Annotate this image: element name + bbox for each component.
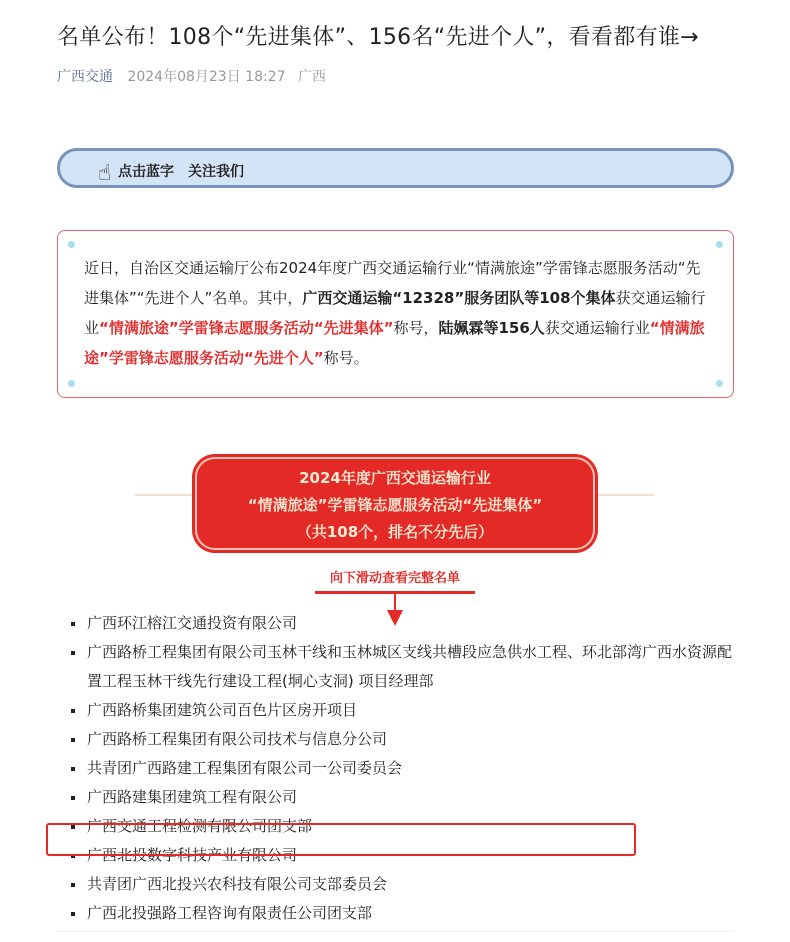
intro-box <box>57 230 734 398</box>
list-item: 广西北投强路工程咨询有限责任公司团支部 <box>57 899 734 928</box>
location: 广西 <box>297 69 326 85</box>
list-item: 广西交通工程检测有限公司团支部 <box>57 812 734 841</box>
pointing-hand-icon: ☝ <box>98 161 112 186</box>
list-item: 广西路建集团建筑工程有限公司 <box>57 783 734 812</box>
winners-list[interactable] <box>57 614 734 932</box>
intro-text: 称号， <box>393 319 439 337</box>
intro-red: “情满旅途”学雷锋志愿服务活动“先进个人” <box>84 319 705 367</box>
section-banner <box>195 457 595 550</box>
intro-red: “情满旅途”学雷锋志愿服务活动“先进集体” <box>99 319 394 337</box>
intro-text: 称号。 <box>323 349 369 367</box>
intro-bold: 陆姵霖等156人 <box>438 319 545 337</box>
publish-date: 2024年08月23日 18:27 <box>127 69 286 85</box>
intro-text: 近日，自治区交通运输厅公布2024年度广西交通运输行业“情满旅途”学雷锋志愿服务活动“先进集体”“先进个人”名单。其中， <box>84 259 701 307</box>
dot-decoration <box>716 241 723 248</box>
list-item: 广西路桥工程集团有限公司玉林干线和玉林城区支线共槽段应急供水工程、环北部湾广西水资源配置工程玉林干线先行建设工程(垌心支洞) 项目经理部 <box>57 638 734 696</box>
highlight-box <box>46 823 636 856</box>
banner-line: （共108个，排名不分先后） <box>296 523 494 541</box>
list-item: 广西路桥工程集团有限公司技术与信息分公司 <box>57 725 734 754</box>
article-meta <box>57 66 334 86</box>
account-link[interactable]: 广西交通 <box>57 69 113 85</box>
follow-banner[interactable] <box>57 148 734 188</box>
intro-bold: 广西交通运输“12328”服务团队等108个集体 <box>302 289 616 307</box>
intro-text: 获交通运输行业 <box>84 289 706 337</box>
intro-text: 获交通运输行业 <box>544 319 650 337</box>
decor-line-right <box>595 494 655 496</box>
intro-paragraph <box>84 253 714 373</box>
list-item: 广西环江榕江交通投资有限公司 <box>57 609 734 638</box>
dot-decoration <box>716 380 723 387</box>
list-item: 广西路桥集团建筑公司百色片区房开项目 <box>57 696 734 725</box>
article-title: 名单公布！108个“先进集体”、156名“先进个人”，看看都有谁→ <box>57 25 699 50</box>
banner-line: 2024年度广西交通运输行业 <box>299 469 491 487</box>
list-item: 广西北投数字科技产业有限公司 <box>57 841 734 870</box>
scroll-hint: 向下滑动查看完整名单 <box>329 571 460 586</box>
banner-line: “情满旅途”学雷锋志愿服务活动“先进集体” <box>247 496 543 514</box>
list-item: 共青团广西路建工程集团有限公司一公司委员会 <box>57 754 734 783</box>
list-item: 共青团广西北投兴农科技有限公司支部委员会 <box>57 870 734 899</box>
decor-line-left <box>135 494 195 496</box>
dot-decoration <box>68 241 75 248</box>
dot-decoration <box>68 380 75 387</box>
follow-text: 点击蓝字 关注我们 <box>118 164 244 180</box>
